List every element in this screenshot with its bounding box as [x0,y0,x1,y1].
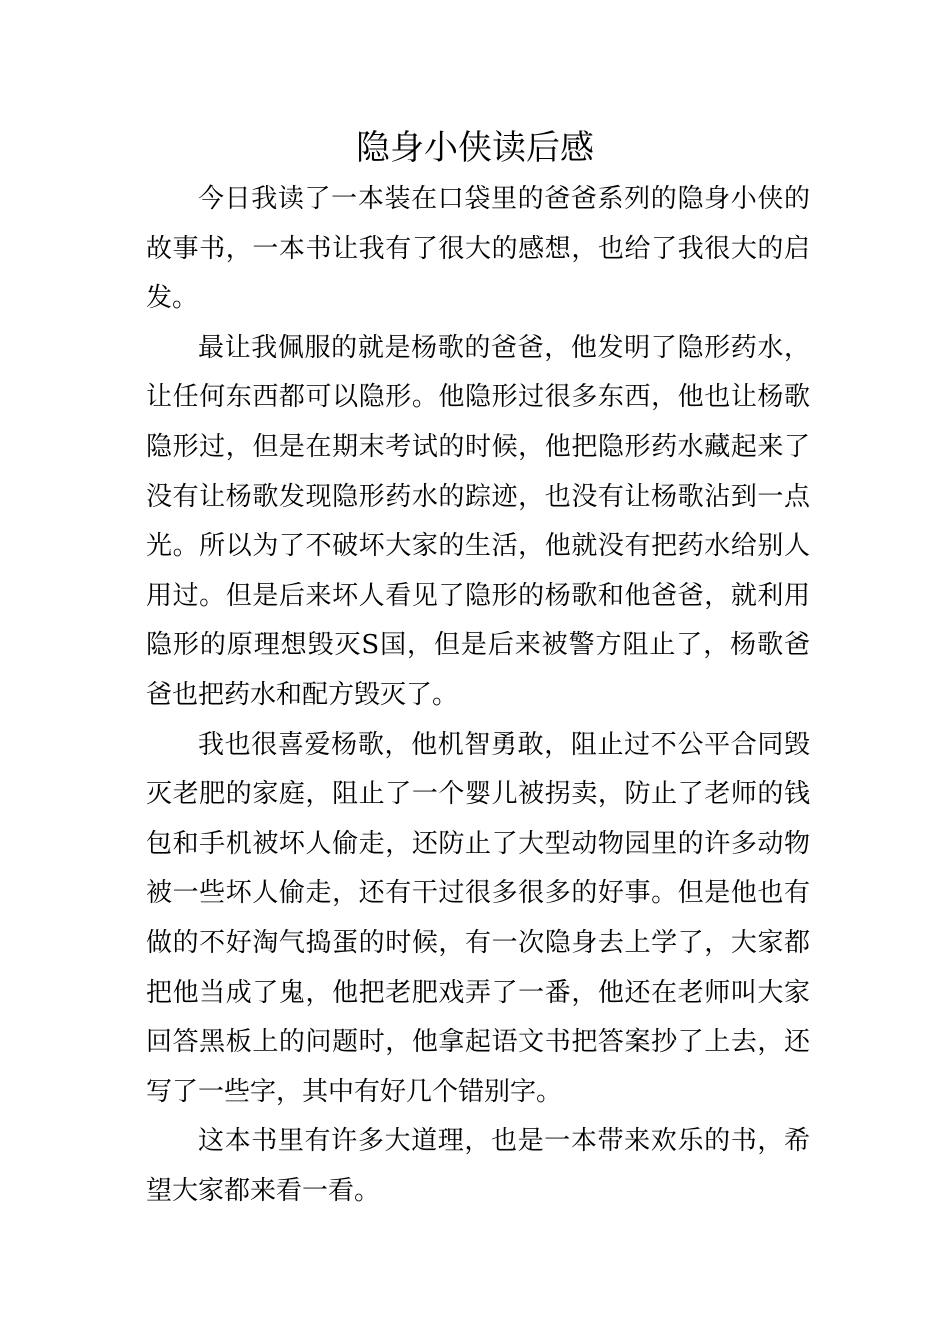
document-body [146,175,810,1216]
document-title: 隐身小侠读后感 [356,128,594,168]
paragraph-4: 这本书里有许多大道理，也是一本带来欢乐的书，希望大家都来看一看。 [146,1126,810,1206]
paragraph-3: 我也很喜爱杨歌，他机智勇敢，阻止过不公平合同毁灭老肥的家庭，阻止了一个婴儿被拐卖，防止了老师的钱包和手机被坏人偷走，还防止了大型动物园里的许多动物被一些坏人偷走，还有干过很多很多的好事。但是他也有做的不好淘气捣蛋的时候，有一次隐身去上学了，大家都把他当成了鬼，他把老肥戏弄了一番，他还在老师叫大家回答黑板上的问题时，他拿起语文书把答案抄了上去，还写了一些字，其中有好几个错别字。 [146,729,810,1107]
paragraph-2: 最让我佩服的就是杨歌的爸爸，他发明了隐形药水，让任何东西都可以隐形。他隐形过很多东西，他也让杨歌隐形过，但是在期末考试的时候，他把隐形药水藏起来了没有让杨歌发现隐形药水的踪迹，也没有让杨歌沾到一点光。所以为了不破坏大家的生活，他就没有把药水给别人用过。但是后来坏人看见了隐形的杨歌和他爸爸，就利用隐形的原理想毁灭S国，但是后来被警方阻止了，杨歌爸爸也把药水和配方毁灭了。 [146,332,810,710]
paragraph-1: 今日我读了一本装在口袋里的爸爸系列的隐身小侠的故事书，一本书让我有了很大的感想，也给了我很大的启发。 [146,184,810,314]
